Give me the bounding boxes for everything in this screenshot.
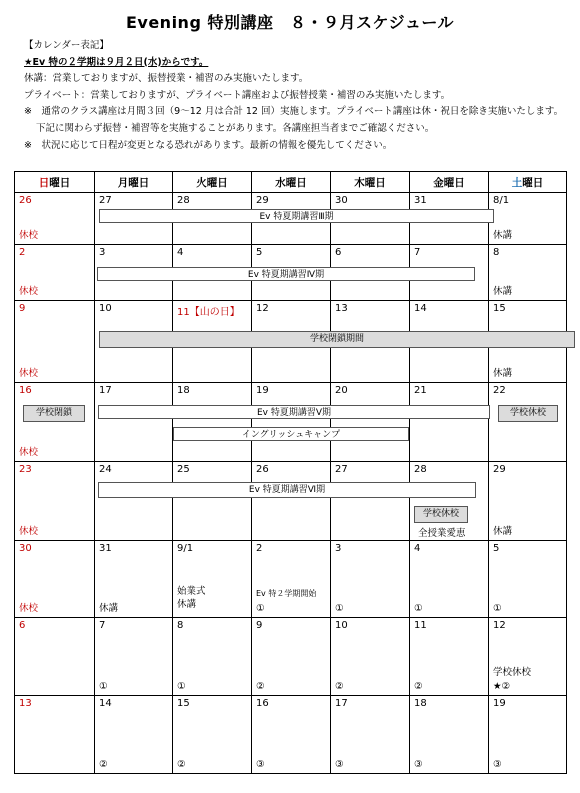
day-number: 27 xyxy=(99,195,112,206)
day-number: 17 xyxy=(335,698,348,709)
day-cell xyxy=(15,245,95,301)
week-row xyxy=(15,383,567,462)
day-cell xyxy=(252,696,331,774)
weekday-wed: 水曜日 xyxy=(252,172,331,193)
note-class-count: ※ 通常のクラス講座は月間３回（9～12 月は合計 12 回）実施します。プライベート講座は休・祝日を除き実施いたします。 xyxy=(24,106,564,118)
day-number: 13 xyxy=(335,303,348,314)
fri-note: 全授業愛恵 xyxy=(418,528,466,539)
day-number: 9 xyxy=(19,303,26,314)
week-row xyxy=(15,301,567,383)
day-number: 8/1 xyxy=(493,195,510,206)
note-makeup: 下記に関わらず振替・補習等を実施することがあります。各講座担当者までご確認ください。 xyxy=(36,122,435,134)
day-cell xyxy=(489,541,567,618)
note-private: プライベート：営業しておりますが、プライベート講座および振替授業・補習のみ実施いたします。 xyxy=(24,89,451,101)
day-cell xyxy=(410,462,489,541)
day-number: 14 xyxy=(414,303,427,314)
day-cell xyxy=(95,696,173,774)
day-number: 31 xyxy=(414,195,427,206)
event-bar: 学校閉鎖期間 xyxy=(99,331,575,348)
day-number: 22 xyxy=(493,385,506,396)
day-number: 19 xyxy=(493,698,506,709)
day-number: 18 xyxy=(414,698,427,709)
weekday-mon: 月曜日 xyxy=(95,172,173,193)
day-cell xyxy=(331,383,410,462)
day-cell xyxy=(331,462,410,541)
class-count: ② xyxy=(335,681,344,692)
day-cell xyxy=(489,618,567,696)
day-number: 15 xyxy=(177,698,190,709)
day-cell xyxy=(331,541,410,618)
day-cell xyxy=(331,618,410,696)
class-count: ★② xyxy=(493,681,511,692)
day-number: 11 xyxy=(414,620,427,631)
day-number: 16 xyxy=(19,385,32,396)
day-cell xyxy=(15,696,95,774)
day-cell xyxy=(410,245,489,301)
day-number: 17 xyxy=(99,385,112,396)
weekday-sat: 土曜日 xyxy=(489,172,567,193)
day-cell xyxy=(252,301,331,383)
week-row xyxy=(15,462,567,541)
day-number: 20 xyxy=(335,385,348,396)
day-cell xyxy=(95,541,173,618)
event-bar: Ev 特夏期講習Ⅲ期 xyxy=(99,209,494,223)
weekday-thu: 木曜日 xyxy=(331,172,410,193)
opening-ceremony: 始業式 xyxy=(177,586,206,597)
day-status: 休校 xyxy=(19,603,39,614)
class-count: ② xyxy=(414,681,423,692)
day-number: 8 xyxy=(177,620,184,631)
class-count: ① xyxy=(177,681,186,692)
day-cell xyxy=(410,193,489,245)
day-number: 6 xyxy=(19,620,26,631)
day-status: 休講 xyxy=(493,230,513,241)
day-number: 12 xyxy=(256,303,269,314)
day-cell xyxy=(15,541,95,618)
class-count: ① xyxy=(414,603,423,614)
day-cell xyxy=(173,696,252,774)
day-cell xyxy=(15,301,95,383)
day-cell xyxy=(15,383,95,462)
day-number: 5 xyxy=(493,543,500,554)
class-count: ③ xyxy=(414,759,423,770)
day-cell xyxy=(489,193,567,245)
day-cell xyxy=(331,696,410,774)
day-number: 2 xyxy=(19,247,26,258)
status-box: 学校休校 xyxy=(498,405,558,422)
day-number: 18 xyxy=(177,385,190,396)
legend-heading: 【カレンダー表記】 xyxy=(24,40,109,51)
day-number: 7 xyxy=(414,247,421,258)
weekday-sun: 日曜日 xyxy=(15,172,95,193)
day-number: 21 xyxy=(414,385,427,396)
day-cell xyxy=(410,301,489,383)
day-status: 休講 xyxy=(493,368,513,379)
day-number: 23 xyxy=(19,464,32,475)
day-status: 休校 xyxy=(19,286,39,297)
day-cell xyxy=(252,618,331,696)
day-cell xyxy=(331,245,410,301)
day-number: 27 xyxy=(335,464,348,475)
day-cell xyxy=(15,193,95,245)
weekday-tue: 火曜日 xyxy=(173,172,252,193)
term-start-note: Ev 特２学期開始 xyxy=(256,589,317,598)
day-status: 休講 xyxy=(493,286,513,297)
event-bar: イングリッシュキャンプ xyxy=(173,427,409,441)
day-number: 29 xyxy=(493,464,506,475)
day-number: 7 xyxy=(99,620,106,631)
event-bar: Ev 特夏期講習Ⅳ期 xyxy=(97,267,475,281)
day-status: 休校 xyxy=(19,230,39,241)
class-count: ③ xyxy=(335,759,344,770)
day-number: 9 xyxy=(256,620,263,631)
day-status: 休校 xyxy=(19,447,39,458)
class-count: ① xyxy=(99,681,108,692)
day-number: 30 xyxy=(19,543,32,554)
class-count: ③ xyxy=(493,759,502,770)
day-cell xyxy=(489,383,567,462)
day-number: 29 xyxy=(256,195,269,206)
day-cell xyxy=(489,696,567,774)
day-number: 31 xyxy=(99,543,112,554)
week-row xyxy=(15,245,567,301)
day-number: 3 xyxy=(99,247,106,258)
day-number: 9/1 xyxy=(177,543,194,554)
day-number: 16 xyxy=(256,698,269,709)
day-number: 8 xyxy=(493,247,500,258)
class-count: ① xyxy=(335,603,344,614)
day-number: 26 xyxy=(256,464,269,475)
day-cell xyxy=(489,245,567,301)
day-status: 学校休校 xyxy=(493,667,532,678)
day-number: 10 xyxy=(99,303,112,314)
day-cell xyxy=(331,301,410,383)
day-number: 19 xyxy=(256,385,269,396)
day-number: 24 xyxy=(99,464,112,475)
day-cell xyxy=(95,618,173,696)
day-cell xyxy=(15,462,95,541)
day-number: 30 xyxy=(335,195,348,206)
note-term-start: ★Ev 特の２学期は９月２日(水)からです。 xyxy=(24,56,209,68)
class-count: ① xyxy=(256,603,265,614)
day-status: 休校 xyxy=(19,526,39,537)
week-row xyxy=(15,193,567,245)
day-status: 休講 xyxy=(177,599,197,610)
day-number: 4 xyxy=(414,543,421,554)
day-cell xyxy=(252,383,331,462)
class-count: ② xyxy=(177,759,186,770)
day-number: 2 xyxy=(256,543,263,554)
day-status: 休講 xyxy=(99,603,119,614)
day-number: 5 xyxy=(256,247,263,258)
weekday-header-row xyxy=(15,172,567,193)
day-number: 15 xyxy=(493,303,506,314)
page-title: Evening 特別講座 ８・９月スケジュール xyxy=(125,13,455,32)
week-row xyxy=(15,696,567,774)
day-cell xyxy=(489,301,567,383)
day-number: 4 xyxy=(177,247,184,258)
class-count: ② xyxy=(256,681,265,692)
day-cell xyxy=(173,462,252,541)
day-number: 3 xyxy=(335,543,342,554)
event-bar: Ev 特夏期講習Ⅵ期 xyxy=(98,482,476,498)
week-row xyxy=(15,618,567,696)
day-cell xyxy=(15,618,95,696)
class-count: ② xyxy=(99,759,108,770)
day-number: 6 xyxy=(335,247,342,258)
day-cell xyxy=(173,541,252,618)
day-cell xyxy=(410,383,489,462)
day-cell xyxy=(252,462,331,541)
legend-notes xyxy=(24,38,563,154)
day-number: 28 xyxy=(414,464,427,475)
calendar-table xyxy=(14,171,567,774)
day-number: 14 xyxy=(99,698,112,709)
day-cell xyxy=(173,618,252,696)
day-cell xyxy=(95,245,325,301)
day-cell xyxy=(331,193,410,245)
status-box: 学校休校 xyxy=(414,506,468,523)
note-kyuko: 休講：営業しておりますが、振替授業・補習のみ実施いたします。 xyxy=(24,73,309,85)
day-number: 10 xyxy=(335,620,348,631)
day-number: 12 xyxy=(493,620,506,631)
day-cell xyxy=(252,193,331,245)
tue-notes xyxy=(177,585,206,611)
class-count: ① xyxy=(493,603,502,614)
day-cell xyxy=(173,245,252,301)
note-change: ※ 状況に応じて日程が変更となる恐れがあります。最新の情報を優先してください。 xyxy=(24,139,393,151)
day-cell xyxy=(173,301,252,383)
class-count: ③ xyxy=(256,759,265,770)
day-cell xyxy=(489,462,567,541)
week-row xyxy=(15,541,567,618)
day-number: 28 xyxy=(177,195,190,206)
day-status: 休校 xyxy=(19,368,39,379)
day-cell xyxy=(252,245,331,301)
day-cell xyxy=(410,618,489,696)
status-box: 学校閉鎖 xyxy=(23,405,85,422)
weekday-fri: 金曜日 xyxy=(410,172,489,193)
event-bar: Ev 特夏期講習Ⅴ期 xyxy=(98,405,490,419)
day-number: 13 xyxy=(19,698,32,709)
day-number: 26 xyxy=(19,195,32,206)
day-status: 休講 xyxy=(493,526,513,537)
day-cell xyxy=(252,541,331,618)
day-cell xyxy=(410,541,489,618)
day-cell xyxy=(410,696,489,774)
day-cell xyxy=(173,193,252,245)
day-number: 11【山の日】 xyxy=(177,307,240,318)
day-number: 25 xyxy=(177,464,190,475)
